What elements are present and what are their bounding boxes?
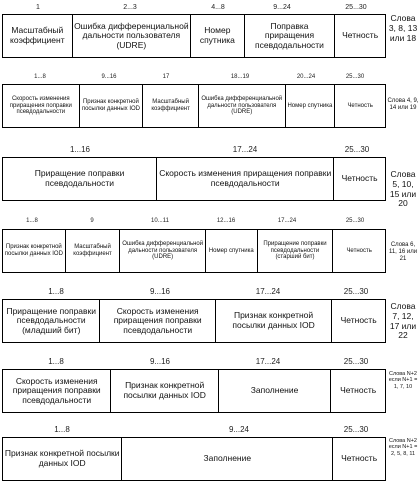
field-cell: Заполнение xyxy=(219,370,331,412)
field-cell: Масштабный коэффициент xyxy=(3,15,73,57)
field-cell: Признак конкретной посылки данных IOD xyxy=(3,230,66,272)
bit-range-label: 20...24 xyxy=(296,74,316,80)
field-cell: Ошибка дифференциальной дальности пользователя (UDRE) xyxy=(199,85,286,127)
field-cell: Скорость изменения приращения поправки псевдодальности xyxy=(3,85,80,127)
bit-range-label: 1...8 xyxy=(48,287,64,296)
bit-range-label: 1...8 xyxy=(26,218,38,224)
field-cell: Скорость изменения приращения поправки псевдодальности xyxy=(100,300,215,342)
bit-range-label: 9...24 xyxy=(273,4,291,11)
word-fields xyxy=(2,14,386,58)
bit-range-label: 9...24 xyxy=(228,425,250,434)
field-cell: Ошибка дифференциальной дальности пользователя (UDRE) xyxy=(73,15,191,57)
word-numbers-label: Слова N+2 если N+1 = 1, 7, 10 xyxy=(388,371,418,390)
word-numbers-label: Слова 6, 11, 16 или 21 xyxy=(388,242,418,262)
field-cell: Признак конкретной посылки данных IOD xyxy=(111,370,218,412)
field-cell: Признак конкретной посылки данных IOD xyxy=(80,85,144,127)
bit-range-label: 25...30 xyxy=(343,357,369,366)
bit-range-label: 25...30 xyxy=(345,4,367,11)
field-cell: Заполнение xyxy=(122,438,333,480)
field-cell: Номер спутника xyxy=(191,15,245,57)
bit-range-label: 17...24 xyxy=(255,287,281,296)
field-cell: Признак конкретной посылки данных IOD xyxy=(3,438,122,480)
word-numbers-label: Слова 7, 12, 17 или 22 xyxy=(389,301,417,341)
field-cell: Четность xyxy=(340,315,377,326)
bit-range-label: 1...16 xyxy=(69,145,91,154)
bit-range-label: 9...16 xyxy=(149,287,171,296)
field-cell: Четность xyxy=(341,453,378,464)
field-cell: Четность xyxy=(340,385,377,396)
bit-range-label: 1 xyxy=(36,4,40,11)
field-cell: Признак конкретной посылки данных IOD xyxy=(216,300,332,342)
bit-range-label: 9...16 xyxy=(149,357,171,366)
bit-range-label: 17...24 xyxy=(277,218,297,224)
word-fields xyxy=(2,229,386,273)
field-cell: Четность xyxy=(347,102,373,109)
bit-range-label: 18...19 xyxy=(230,74,250,80)
bit-range-label: 12...16 xyxy=(216,218,236,224)
field-cell: Ошибка дифференциальной дальности пользователя (UDRE) xyxy=(120,230,206,272)
bit-range-label: 25...30 xyxy=(343,287,369,296)
field-cell: Четность xyxy=(346,247,372,254)
field-cell: Номер спутника xyxy=(206,230,258,272)
field-cell: Четность xyxy=(342,30,379,41)
field-cell: Приращение поправки псевдодальности (старший бит) xyxy=(258,230,334,272)
word-numbers-label: Слова 3, 8, 13 или 18 xyxy=(388,13,418,43)
field-cell: Масштабный коэффициент xyxy=(143,85,199,127)
field-cell: Масштабный коэффициент xyxy=(66,230,121,272)
field-cell: Четность xyxy=(341,173,378,184)
bit-range-label: 25...30 xyxy=(344,145,370,154)
bit-range-label: 4...8 xyxy=(211,4,225,11)
bit-range-label: 25...30 xyxy=(345,218,365,224)
word-fields xyxy=(2,437,386,481)
word-fields xyxy=(2,369,386,413)
field-cell: Приращение поправки псевдодальности xyxy=(3,158,157,200)
field-cell: Скорость изменения приращения поправки псевдодальности xyxy=(3,370,111,412)
bit-range-label: 25...30 xyxy=(345,74,365,80)
word-fields xyxy=(2,157,386,201)
bit-range-label: 25...30 xyxy=(343,425,369,434)
word-fields xyxy=(2,84,386,128)
word-numbers-label: Слова N+2 если N+1 = 2, 5, 8, 11 xyxy=(388,438,418,457)
bit-range-label: 2...3 xyxy=(123,4,137,11)
word-numbers-label: Слова 5, 10, 15 или 20 xyxy=(389,169,417,209)
bit-range-label: 1...8 xyxy=(34,74,46,80)
bit-range-label: 9...16 xyxy=(101,74,117,80)
bit-range-label: 17...24 xyxy=(232,145,258,154)
bit-range-label: 1...8 xyxy=(54,425,70,434)
bit-range-label: 1...8 xyxy=(48,357,64,366)
word-fields xyxy=(2,299,386,343)
bit-range-label: 10...11 xyxy=(151,218,169,224)
bit-range-label: 17...24 xyxy=(255,357,281,366)
field-cell: Приращение поправки псевдодальности (младший бит) xyxy=(3,300,100,342)
field-cell: Поправка приращения псевдодальности xyxy=(245,15,336,57)
bit-range-label: 17 xyxy=(162,74,170,80)
field-cell: Номер спутника xyxy=(286,85,336,127)
field-cell: Скорость изменения приращения поправки псевдодальности xyxy=(157,158,334,200)
word-numbers-label: Слова 4, 9, 14 или 19 xyxy=(387,98,419,111)
bit-range-label: 9 xyxy=(90,218,94,224)
